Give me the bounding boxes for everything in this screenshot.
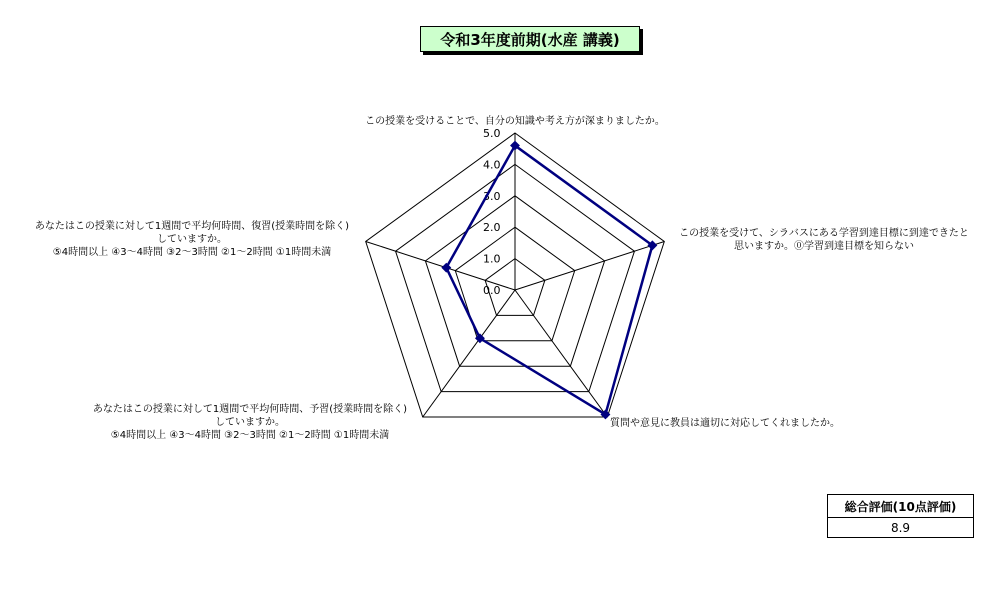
chart-title: 令和3年度前期(水産 講義) <box>420 26 640 52</box>
axis-label: 思いますか。⓪学習到達目標を知らない <box>734 241 914 252</box>
tick-label: 3.0 <box>483 189 501 203</box>
axis-label: あなたはこの授業に対して1週間で平均何時間、予習(授業時間を除く) <box>92 404 408 415</box>
axis-label: あなたはこの授業に対して1週間で平均何時間、復習(授業時間を除く) <box>34 221 350 232</box>
axis-spoke <box>515 290 607 417</box>
axis-label: この授業を受けることで、自分の知識や考え方が深まりましたか。 <box>365 116 665 127</box>
tick-label: 5.0 <box>483 127 501 140</box>
data-point <box>441 263 451 273</box>
tick-label: 4.0 <box>483 158 501 172</box>
overall-score-label: 総合評価(10点評価) <box>828 495 973 518</box>
axis-spoke <box>423 290 515 417</box>
axis-spoke <box>366 241 515 290</box>
tick-label: 1.0 <box>483 252 501 266</box>
tick-label: 0.0 <box>483 284 501 297</box>
axis-label: していますか。 <box>215 417 285 428</box>
overall-score-box <box>827 494 974 538</box>
overall-score-value: 8.9 <box>890 520 911 535</box>
axis-label: していますか。 <box>157 234 227 245</box>
axis-label: ⑤4時間以上 ④3〜4時間 ③2〜3時間 ②1〜2時間 ①1時間未満 <box>110 430 390 441</box>
tick-label: 2.0 <box>483 221 501 235</box>
axis-label: この授業を受けて、シラバスにある学習到達目標に到達できたと <box>679 228 969 239</box>
axis-label: ⑤4時間以上 ④3〜4時間 ③2〜3時間 ②1〜2時間 ①1時間未満 <box>52 247 332 258</box>
axis-label: 質問や意見に教員は適切に対応してくれましたか。 <box>610 418 840 429</box>
